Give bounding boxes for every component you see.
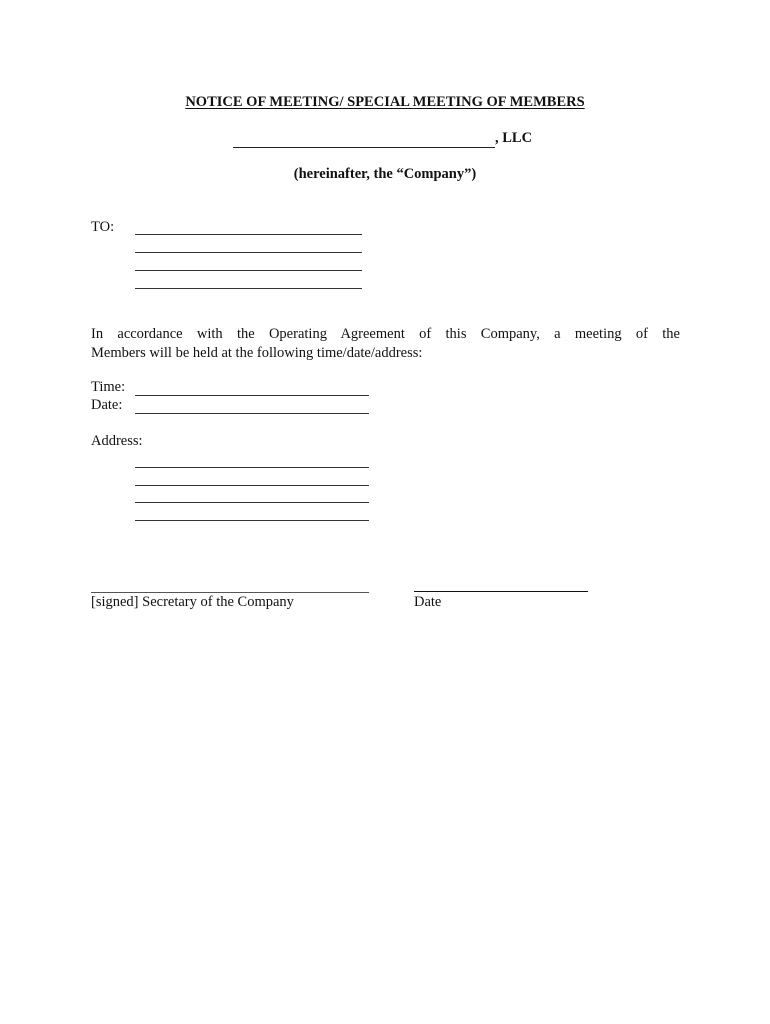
time-field[interactable] — [135, 395, 369, 396]
address-line-1[interactable] — [135, 467, 369, 468]
intro-line-2: Members will be held at the following time/date/address: — [91, 345, 423, 361]
recipient-line-1[interactable] — [135, 234, 362, 235]
company-alias: (hereinafter, the “Company”) — [293, 166, 477, 182]
date-label: Date: — [91, 397, 123, 413]
address-line-3[interactable] — [135, 502, 369, 503]
address-line-4[interactable] — [135, 520, 369, 521]
signature-caption: [signed] Secretary of the Company — [91, 594, 294, 610]
company-suffix: , LLC — [495, 130, 533, 146]
signature-date-line[interactable] — [414, 591, 588, 592]
signature-date-caption: Date — [414, 594, 442, 610]
to-label: TO: — [91, 219, 115, 235]
recipient-line-4[interactable] — [135, 288, 362, 289]
address-label: Address: — [91, 433, 143, 449]
recipient-line-2[interactable] — [135, 252, 362, 253]
address-line-2[interactable] — [135, 485, 369, 486]
intro-line-1: In accordance with the Operating Agreement of this Company, a meeting of the — [91, 326, 680, 342]
date-field[interactable] — [135, 413, 369, 414]
time-label: Time: — [91, 379, 126, 395]
intro-paragraph — [91, 325, 680, 363]
signature-line[interactable] — [91, 592, 369, 593]
company-name-field[interactable] — [233, 147, 495, 148]
document-title: NOTICE OF MEETING/ SPECIAL MEETING OF MEMBERS — [185, 94, 585, 110]
recipient-line-3[interactable] — [135, 270, 362, 271]
